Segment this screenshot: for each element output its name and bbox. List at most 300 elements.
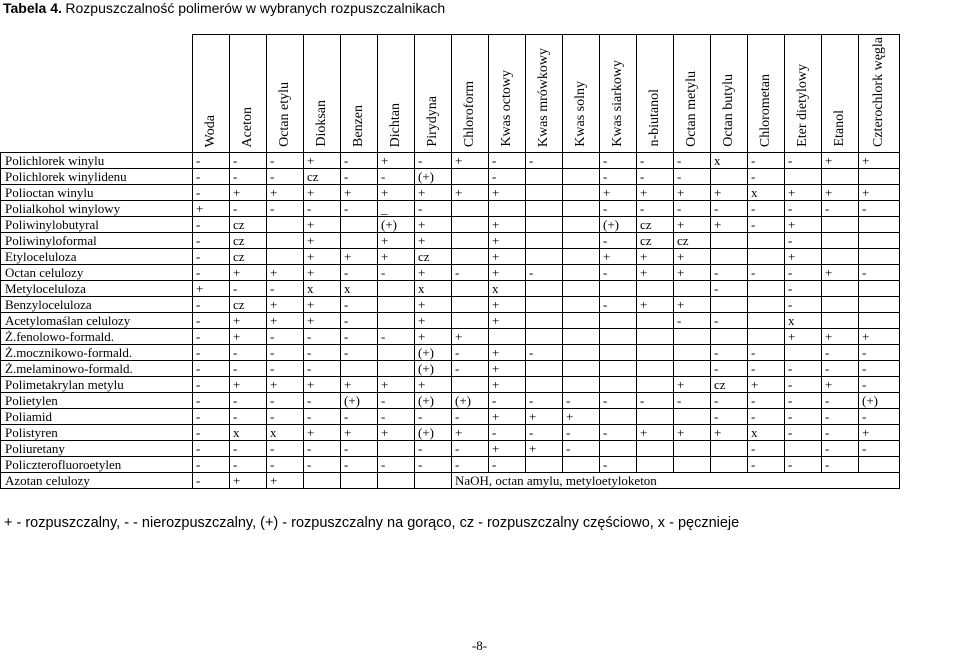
solubility-cell: + — [859, 185, 900, 201]
solubility-cell: x — [711, 153, 748, 169]
solubility-cell: + — [230, 265, 267, 281]
polymer-name: Ż.fenolowo-formald. — [1, 329, 193, 345]
solubility-cell: - — [822, 393, 859, 409]
solubility-cell — [341, 473, 378, 489]
polymer-name: Poliwinylobutyral — [1, 217, 193, 233]
solubility-cell: - — [526, 345, 563, 361]
solubility-cell: - — [230, 281, 267, 297]
solubility-cell: - — [600, 169, 637, 185]
solubility-cell — [711, 169, 748, 185]
solubility-cell: + — [415, 233, 452, 249]
polymer-name: Polioctan winylu — [1, 185, 193, 201]
column-header-label: Dichtan — [388, 102, 403, 147]
solubility-cell: + — [711, 217, 748, 233]
solubility-cell — [267, 217, 304, 233]
table-row — [1, 185, 900, 201]
solubility-cell — [674, 409, 711, 425]
solubility-cell — [600, 441, 637, 457]
solubility-cell: + — [822, 153, 859, 169]
solubility-cell: + — [304, 425, 341, 441]
solubility-cell — [378, 297, 415, 313]
solubility-cell: - — [489, 153, 526, 169]
solubility-cell — [563, 281, 600, 297]
solubility-cell: - — [822, 201, 859, 217]
solubility-cell: - — [230, 409, 267, 425]
solubility-cell: + — [415, 313, 452, 329]
solubility-cell: x — [748, 425, 785, 441]
column-header-label: Kwas octowy — [499, 70, 514, 147]
solubility-cell: - — [637, 169, 674, 185]
solubility-cell: + — [230, 377, 267, 393]
table-row — [1, 345, 900, 361]
solubility-cell — [489, 201, 526, 217]
solubility-cell: - — [822, 425, 859, 441]
solubility-cell: + — [711, 185, 748, 201]
solubility-cell: - — [304, 457, 341, 473]
solubility-cell: x — [748, 185, 785, 201]
solubility-cell: + — [341, 425, 378, 441]
solubility-cell: + — [341, 377, 378, 393]
solubility-cell: + — [674, 265, 711, 281]
solubility-cell: + — [637, 185, 674, 201]
table-row — [1, 473, 900, 489]
solubility-cell: - — [859, 361, 900, 377]
solubility-cell: - — [526, 425, 563, 441]
solubility-cell — [341, 233, 378, 249]
solubility-cell — [489, 329, 526, 345]
solubility-cell: - — [859, 265, 900, 281]
solubility-cell: cz — [230, 217, 267, 233]
legend-footnote: + - rozpuszczalny, - - nierozpuszczalny, (+) - rozpuszczalny na gorąco, cz - rozpuszczalny częściowo, x - pęcznieje — [4, 515, 740, 531]
solubility-cell: - — [378, 457, 415, 473]
solubility-cell: - — [267, 329, 304, 345]
solubility-cell: - — [600, 265, 637, 281]
table-row — [1, 153, 900, 169]
solubility-cell: - — [193, 393, 230, 409]
solubility-cell — [600, 329, 637, 345]
solubility-cell: - — [193, 297, 230, 313]
solubility-cell: - — [748, 153, 785, 169]
solubility-cell: + — [230, 185, 267, 201]
solubility-cell: cz — [230, 297, 267, 313]
solubility-cell — [563, 185, 600, 201]
solubility-cell — [526, 233, 563, 249]
solubility-cell — [600, 345, 637, 361]
polymer-name: Benzyloceluloza — [1, 297, 193, 313]
solubility-cell: - — [341, 441, 378, 457]
solubility-cell — [637, 361, 674, 377]
solubility-cell: - — [563, 441, 600, 457]
solubility-cell — [563, 217, 600, 233]
solubility-cell: - — [711, 361, 748, 377]
solubility-cell: - — [304, 345, 341, 361]
column-header — [711, 35, 748, 153]
solubility-cell — [452, 249, 489, 265]
solubility-cell: (+) — [415, 361, 452, 377]
solubility-cell: - — [711, 393, 748, 409]
solubility-cell: - — [822, 361, 859, 377]
solubility-cell: + — [452, 425, 489, 441]
solubility-cell: - — [600, 393, 637, 409]
table-label: Tabela 4. — [3, 0, 62, 16]
solubility-cell: + — [267, 185, 304, 201]
solubility-cell: + — [489, 313, 526, 329]
solubility-cell — [637, 377, 674, 393]
solubility-cell: + — [489, 265, 526, 281]
solubility-cell: - — [267, 153, 304, 169]
solubility-cell: - — [267, 201, 304, 217]
solubility-cell — [600, 377, 637, 393]
solubility-cell — [563, 153, 600, 169]
table-title — [3, 0, 445, 18]
polymer-name: Acetylomaślan celulozy — [1, 313, 193, 329]
polymer-name: Polichlorek winylu — [1, 153, 193, 169]
solubility-cell: - — [415, 409, 452, 425]
solubility-cell: + — [489, 441, 526, 457]
solubility-cell — [563, 345, 600, 361]
solubility-cell — [600, 313, 637, 329]
column-header — [267, 35, 304, 153]
solubility-cell — [711, 329, 748, 345]
solubility-cell: + — [452, 185, 489, 201]
solubility-cell: - — [822, 409, 859, 425]
solubility-cell: + — [637, 425, 674, 441]
column-header — [230, 35, 267, 153]
solubility-cell: cz — [415, 249, 452, 265]
column-header — [674, 35, 711, 153]
solubility-cell: - — [711, 345, 748, 361]
table-row — [1, 313, 900, 329]
solubility-cell — [822, 297, 859, 313]
solubility-cell — [822, 313, 859, 329]
solubility-cell: - — [748, 169, 785, 185]
solubility-cell: + — [526, 409, 563, 425]
solubility-cell: - — [230, 457, 267, 473]
polymer-name: Polimetakrylan metylu — [1, 377, 193, 393]
solubility-cell — [563, 233, 600, 249]
solubility-cell: - — [785, 361, 822, 377]
solubility-cell — [526, 377, 563, 393]
solubility-cell: + — [415, 329, 452, 345]
solubility-cell — [711, 233, 748, 249]
solubility-cell — [637, 441, 674, 457]
solubility-cell — [378, 473, 415, 489]
solubility-cell: cz — [674, 233, 711, 249]
solubility-cell: + — [637, 265, 674, 281]
solubility-cell — [526, 297, 563, 313]
solubility-cell: - — [748, 345, 785, 361]
solubility-cell: + — [452, 153, 489, 169]
solubility-cell: (+) — [341, 393, 378, 409]
solubility-cell — [674, 457, 711, 473]
solubility-cell: - — [452, 457, 489, 473]
solubility-cell — [711, 297, 748, 313]
table-row — [1, 169, 900, 185]
table-row — [1, 217, 900, 233]
solubility-cell: - — [859, 201, 900, 217]
solubility-cell: + — [193, 201, 230, 217]
solubility-cell — [452, 297, 489, 313]
solubility-cell: + — [859, 329, 900, 345]
solubility-cell: - — [267, 409, 304, 425]
solubility-cell: cz — [230, 249, 267, 265]
solubility-cell — [822, 169, 859, 185]
solubility-cell — [748, 249, 785, 265]
polymer-name: Etyloceluloza — [1, 249, 193, 265]
solubility-cell — [674, 361, 711, 377]
solubility-cell: - — [674, 153, 711, 169]
solubility-cell: - — [193, 169, 230, 185]
column-header-label: Chlorometan — [758, 73, 773, 147]
solubility-cell — [600, 361, 637, 377]
solubility-cell: + — [489, 297, 526, 313]
solubility-cell: + — [415, 265, 452, 281]
solubility-cell: - — [304, 361, 341, 377]
solubility-cell — [378, 313, 415, 329]
solubility-cell: + — [378, 233, 415, 249]
solubility-cell — [748, 297, 785, 313]
solubility-cell — [526, 201, 563, 217]
solubility-cell: + — [822, 265, 859, 281]
solubility-cell: + — [785, 249, 822, 265]
solubility-cell: - — [452, 345, 489, 361]
solubility-cell: + — [267, 377, 304, 393]
solubility-cell: + — [859, 153, 900, 169]
solubility-cell: + — [267, 313, 304, 329]
solubility-cell: x — [489, 281, 526, 297]
solubility-cell: + — [822, 329, 859, 345]
solubility-cell: (+) — [415, 169, 452, 185]
column-header — [341, 35, 378, 153]
solubility-cell: + — [822, 377, 859, 393]
solubility-cell — [378, 281, 415, 297]
solubility-cell — [859, 249, 900, 265]
solubility-cell — [563, 249, 600, 265]
solubility-cell: + — [304, 153, 341, 169]
solubility-cell — [378, 345, 415, 361]
solubility-cell — [563, 169, 600, 185]
solubility-cell: - — [378, 409, 415, 425]
solubility-cell: + — [637, 297, 674, 313]
solubility-cell: + — [415, 297, 452, 313]
solubility-cell: - — [341, 345, 378, 361]
solubility-cell — [563, 361, 600, 377]
solubility-cell — [600, 409, 637, 425]
solubility-cell — [785, 169, 822, 185]
solubility-cell — [452, 233, 489, 249]
column-header-label: n-biutanol — [647, 89, 662, 147]
solubility-cell: - — [304, 393, 341, 409]
column-header-label: Eter dietylowy — [795, 64, 810, 147]
solubility-cell: - — [748, 441, 785, 457]
solubility-cell: x — [304, 281, 341, 297]
column-header-label: Kwas solny — [573, 81, 588, 147]
solubility-cell — [341, 361, 378, 377]
solubility-cell: - — [822, 457, 859, 473]
solubility-cell: + — [452, 329, 489, 345]
solubility-cell: - — [859, 377, 900, 393]
column-header-label: Octan etylu — [277, 82, 292, 147]
solubility-cell: - — [193, 249, 230, 265]
polymer-name: Polialkohol winylowy — [1, 201, 193, 217]
solubility-cell — [637, 409, 674, 425]
solubility-cell: + — [341, 185, 378, 201]
table-row — [1, 201, 900, 217]
solubility-cell: - — [193, 409, 230, 425]
solubility-cell: + — [304, 265, 341, 281]
solubility-cell: - — [230, 153, 267, 169]
solubility-cell: x — [785, 313, 822, 329]
solubility-table — [0, 34, 900, 489]
solubility-cell — [452, 201, 489, 217]
solubility-cell: - — [267, 345, 304, 361]
solubility-cell — [748, 233, 785, 249]
solubility-cell — [452, 217, 489, 233]
solubility-cell: - — [230, 441, 267, 457]
solubility-cell: + — [489, 345, 526, 361]
corner-cell — [1, 35, 193, 153]
solubility-cell: + — [267, 265, 304, 281]
column-header — [489, 35, 526, 153]
solubility-cell: - — [193, 345, 230, 361]
solubility-cell: - — [193, 313, 230, 329]
column-header-label: Chloroform — [462, 80, 477, 147]
solubility-cell — [378, 441, 415, 457]
solubility-cell: + — [489, 249, 526, 265]
solubility-cell: (+) — [600, 217, 637, 233]
solubility-cell: - — [415, 441, 452, 457]
solubility-cell — [748, 329, 785, 345]
solubility-cell — [637, 345, 674, 361]
solubility-cell: - — [341, 297, 378, 313]
solubility-cell: - — [267, 361, 304, 377]
solubility-cell: - — [785, 153, 822, 169]
solubility-cell: + — [304, 185, 341, 201]
solubility-cell — [526, 329, 563, 345]
table-caption: Rozpuszczalność polimerów w wybranych rozpuszczalnikach — [65, 0, 446, 16]
solubility-cell: - — [341, 329, 378, 345]
solubility-cell: + — [489, 377, 526, 393]
solubility-cell: + — [674, 249, 711, 265]
column-header-label: Benzen — [351, 105, 366, 147]
column-header-label: Woda — [203, 114, 218, 147]
solubility-cell: - — [785, 393, 822, 409]
solubility-cell: x — [267, 425, 304, 441]
solubility-cell: - — [785, 233, 822, 249]
solubility-cell: + — [674, 297, 711, 313]
solubility-cell — [526, 185, 563, 201]
solubility-cell: - — [267, 169, 304, 185]
solubility-cell: + — [489, 409, 526, 425]
solubility-cell — [859, 457, 900, 473]
header-row — [1, 35, 900, 153]
solubility-cell: - — [785, 297, 822, 313]
solubility-cell: + — [785, 217, 822, 233]
solubility-cell: + — [267, 297, 304, 313]
solubility-cell: - — [674, 393, 711, 409]
solubility-cell: - — [304, 201, 341, 217]
column-header — [822, 35, 859, 153]
solubility-cell: + — [674, 377, 711, 393]
solubility-cell: (+) — [859, 393, 900, 409]
solubility-cell: + — [674, 185, 711, 201]
solubility-cell: - — [637, 201, 674, 217]
solubility-cell — [859, 297, 900, 313]
solubility-cell: - — [637, 393, 674, 409]
solubility-cell — [563, 329, 600, 345]
solubility-cell — [822, 281, 859, 297]
solubility-cell: cz — [637, 233, 674, 249]
solubility-cell: - — [193, 329, 230, 345]
solubility-cell: - — [711, 409, 748, 425]
solubility-cell: - — [378, 393, 415, 409]
solubility-cell — [822, 233, 859, 249]
solubility-cell — [563, 201, 600, 217]
solubility-cell: - — [600, 457, 637, 473]
solubility-cell: - — [193, 185, 230, 201]
solubility-cell — [674, 345, 711, 361]
column-header — [748, 35, 785, 153]
solubility-cell: - — [267, 441, 304, 457]
polymer-name: Polichlorek winylidenu — [1, 169, 193, 185]
solubility-cell — [785, 441, 822, 457]
solubility-cell — [674, 441, 711, 457]
table-row — [1, 377, 900, 393]
solubility-cell: - — [230, 361, 267, 377]
solubility-cell — [452, 281, 489, 297]
column-header — [193, 35, 230, 153]
solubility-cell — [267, 249, 304, 265]
column-header — [785, 35, 822, 153]
solubility-cell: - — [785, 409, 822, 425]
solubility-cell: - — [600, 297, 637, 313]
solubility-cell: - — [637, 153, 674, 169]
solubility-cell: - — [341, 313, 378, 329]
solubility-cell — [674, 329, 711, 345]
solubility-cell: + — [526, 441, 563, 457]
page-number: -8- — [471, 638, 488, 653]
polymer-name: Octan celulozy — [1, 265, 193, 281]
solubility-cell: - — [822, 441, 859, 457]
solubility-cell: - — [526, 153, 563, 169]
solubility-cell: - — [341, 265, 378, 281]
solubility-cell: cz — [304, 169, 341, 185]
solubility-cell: + — [489, 217, 526, 233]
solubility-cell: (+) — [415, 425, 452, 441]
column-header-label: Kwas mrówkowy — [536, 47, 551, 147]
solubility-cell — [378, 361, 415, 377]
solubility-cell: - — [341, 409, 378, 425]
solubility-cell — [748, 313, 785, 329]
column-header — [637, 35, 674, 153]
solubility-cell: - — [378, 169, 415, 185]
solubility-cell: - — [748, 361, 785, 377]
solubility-cell: - — [452, 409, 489, 425]
solubility-cell: + — [267, 473, 304, 489]
solubility-cell: cz — [711, 377, 748, 393]
solubility-cell: - — [674, 201, 711, 217]
solvent-note: NaOH, octan amylu, metyloetyloketon — [452, 473, 900, 489]
solubility-cell: - — [193, 473, 230, 489]
solubility-cell: - — [304, 441, 341, 457]
table-row — [1, 233, 900, 249]
solubility-cell — [563, 313, 600, 329]
solubility-cell: + — [230, 313, 267, 329]
solubility-cell — [563, 377, 600, 393]
solubility-cell: + — [193, 281, 230, 297]
solubility-cell: + — [230, 473, 267, 489]
solubility-cell: - — [748, 201, 785, 217]
